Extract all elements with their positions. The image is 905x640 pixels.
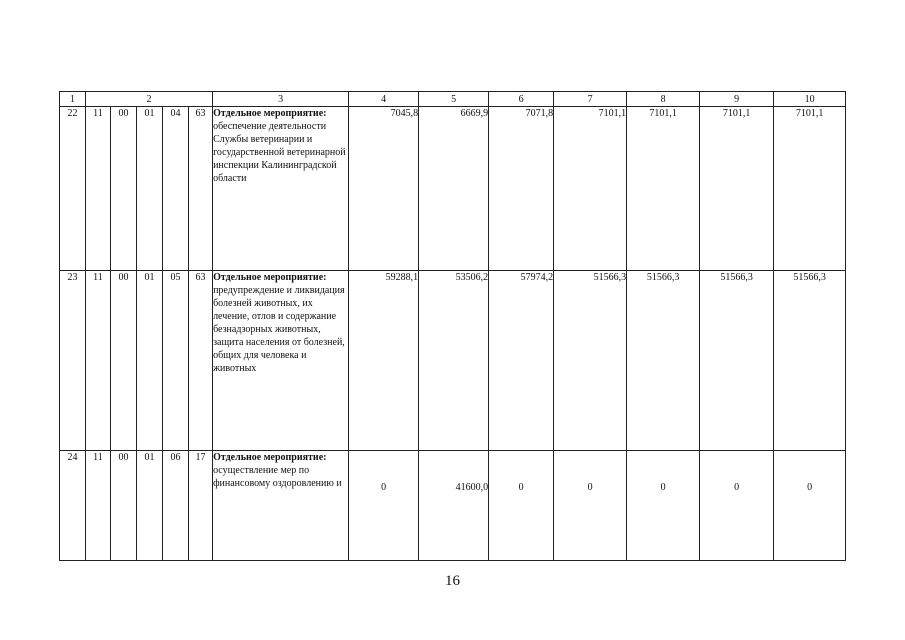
value-cell: 51566,3 (554, 271, 627, 451)
code-cell: 01 (137, 271, 163, 451)
code-cell: 63 (189, 107, 213, 271)
activity-text: предупреждение и ликвидация болезней животных, их лечение, отлов и содержание безнадзорных животных, защита населения от болезней, общих для человека и животных (213, 285, 345, 374)
code-cell: 06 (163, 451, 189, 561)
value-cell: 0 (774, 451, 846, 561)
row-number: 22 (60, 107, 86, 271)
budget-table (59, 91, 846, 561)
value-cell: 7101,1 (700, 107, 774, 271)
activity-title: Отдельное мероприятие: (213, 272, 327, 283)
code-cell: 11 (86, 107, 111, 271)
code-cell: 00 (111, 271, 137, 451)
value-cell: 0 (554, 451, 627, 561)
value-cell: 0 (489, 451, 554, 561)
value-cell: 7045,8 (349, 107, 419, 271)
activity-description (213, 451, 349, 561)
value-cell: 0 (700, 451, 774, 561)
code-cell: 11 (86, 271, 111, 451)
value-cell: 59288,1 (349, 271, 419, 451)
code-cell: 63 (189, 271, 213, 451)
row-number: 24 (60, 451, 86, 561)
code-cell: 17 (189, 451, 213, 561)
row-number: 23 (60, 271, 86, 451)
value-cell: 7101,1 (774, 107, 846, 271)
activity-title: Отдельное мероприятие: (213, 452, 327, 463)
value-cell: 7101,1 (554, 107, 627, 271)
value-cell: 57974,2 (489, 271, 554, 451)
value-cell: 0 (349, 451, 419, 561)
code-cell: 00 (111, 451, 137, 561)
activity-description (213, 271, 349, 451)
value-cell: 7071,8 (489, 107, 554, 271)
value-cell: 51566,3 (774, 271, 846, 451)
header-col-7: 7 (554, 92, 627, 107)
activity-text: осуществление мер по финансовому оздоровлению и (213, 465, 342, 489)
header-col-8: 8 (627, 92, 700, 107)
header-col-5: 5 (419, 92, 489, 107)
header-col-1: 1 (60, 92, 86, 107)
activity-description (213, 107, 349, 271)
header-col-6: 6 (489, 92, 554, 107)
header-col-9: 9 (700, 92, 774, 107)
header-col-10: 10 (774, 92, 846, 107)
value-cell: 6669,9 (419, 107, 489, 271)
code-cell: 00 (111, 107, 137, 271)
page-number: 16 (445, 573, 460, 589)
code-cell: 01 (137, 451, 163, 561)
code-cell: 01 (137, 107, 163, 271)
code-cell: 05 (163, 271, 189, 451)
code-cell: 04 (163, 107, 189, 271)
activity-text: обеспечение деятельности Службы ветеринарии и государственной ветеринарной инспекции Калининградской области (213, 121, 346, 184)
header-col-2: 2 (86, 92, 213, 107)
value-cell: 51566,3 (700, 271, 774, 451)
code-cell: 11 (86, 451, 111, 561)
value-cell: 51566,3 (627, 271, 700, 451)
value-cell: 41600,0 (419, 451, 489, 561)
value-cell: 0 (627, 451, 700, 561)
table-header-row (60, 92, 846, 107)
header-col-4: 4 (349, 92, 419, 107)
value-cell: 7101,1 (627, 107, 700, 271)
table-row (60, 107, 846, 271)
table-row (60, 451, 846, 561)
header-col-3: 3 (213, 92, 349, 107)
value-cell: 53506,2 (419, 271, 489, 451)
activity-title: Отдельное мероприятие: (213, 108, 327, 119)
table-row (60, 271, 846, 451)
